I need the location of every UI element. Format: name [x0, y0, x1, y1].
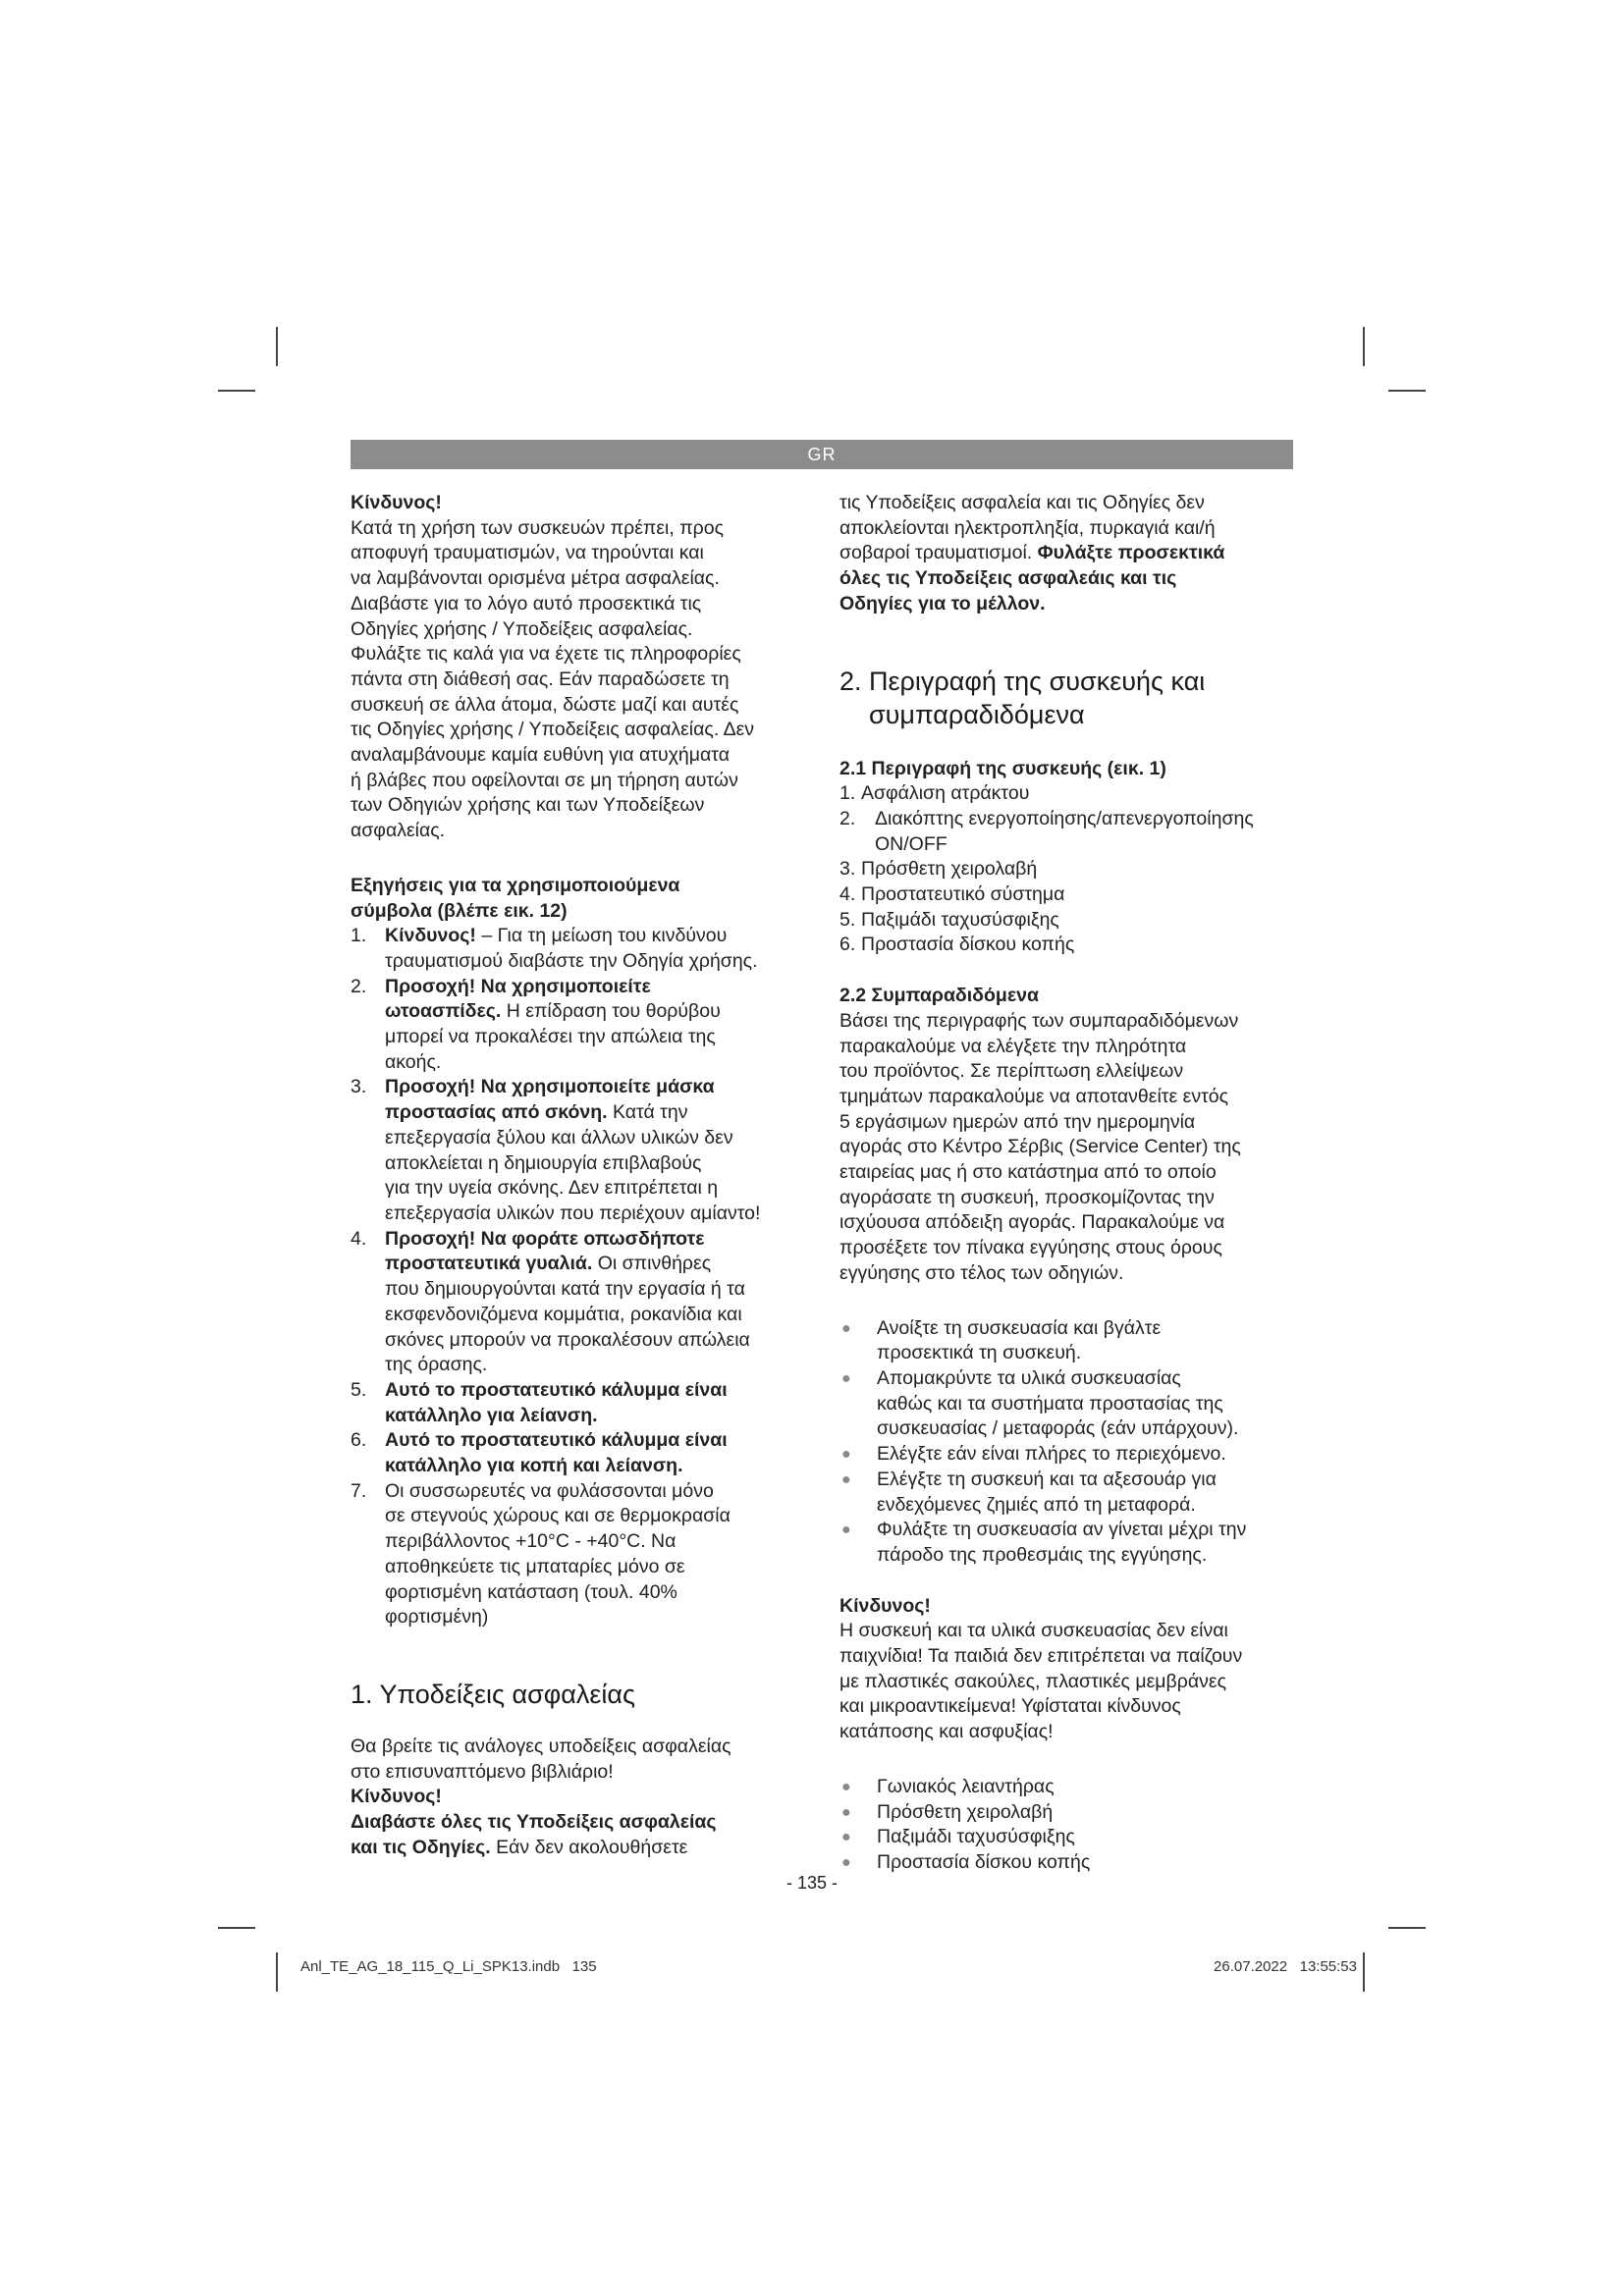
text: φορτισμένη)	[385, 1606, 489, 1629]
bold-text: όλες τις Υποδείξεις ασφαλεάις και τις	[839, 567, 1177, 590]
list-item	[839, 933, 1293, 958]
list-item	[839, 1468, 1293, 1518]
bold-text: Φυλάξτε προσεκτικά	[1032, 542, 1225, 564]
crop-mark	[218, 390, 255, 392]
list-item	[839, 1825, 1293, 1850]
text-line: Διαβάστε για το λόγο αυτό προσεκτικά τις	[351, 592, 702, 614]
bullet-icon: ●	[841, 1853, 851, 1871]
bullet-icon: ●	[841, 1778, 851, 1795]
left-column	[351, 491, 807, 1860]
crop-mark	[1388, 1927, 1426, 1929]
text-line: Βάσει της περιγραφής των συμπαραδιδόμενων	[839, 1009, 1239, 1032]
bullet-icon: ●	[841, 1522, 851, 1539]
bullet-icon: ●	[841, 1470, 851, 1488]
text: Ελέγξτε εάν είναι πλήρες το περιεχόμενο.	[877, 1443, 1226, 1466]
text: πάροδο της προθεσμάις της εγγύησης.	[877, 1543, 1208, 1566]
text-line: ισχύουσα απόδειξη αγοράς. Παρακαλούμε να	[839, 1211, 1225, 1234]
language-code: GR	[807, 445, 837, 464]
bold-text: προστασίας από σκόνη.	[385, 1101, 608, 1124]
text: Γωνιακός λειαντήρας	[877, 1775, 1055, 1797]
text-line: εγγύησης στο τέλος των οδηγιών.	[839, 1261, 1124, 1284]
text: ακοής.	[385, 1050, 442, 1073]
text: Εάν δεν ακολουθήσετε	[490, 1836, 688, 1858]
text: Φυλάξτε τη συσκευασία αν γίνεται μέχρι την	[877, 1519, 1247, 1541]
item-number: 1.	[839, 782, 856, 805]
bold-text: Οδηγίες για το μέλλον.	[839, 592, 1046, 614]
list-item	[351, 1378, 807, 1428]
list-item	[351, 1227, 807, 1378]
text-line: ή βλάβες που οφείλονται σε μη τήρηση αυτών	[351, 769, 738, 791]
text: Προστασία δίσκου κοπής	[877, 1850, 1091, 1873]
item-number: 4.	[351, 1227, 367, 1250]
text: ενδεχόμενες ζημιές από τη μεταφορά.	[877, 1493, 1196, 1516]
text: Παξιμάδι ταχυσύσφιξης	[877, 1826, 1075, 1848]
section-title-line: συμπαραδιδόμενα	[869, 699, 1085, 729]
item-number: 5.	[351, 1378, 367, 1401]
text: αποθηκεύετε τις μπαταρίες μόνο σε	[385, 1555, 685, 1577]
crop-mark	[1363, 1952, 1365, 1992]
text: μπορεί να προκαλέσει την απώλεια της	[385, 1026, 716, 1048]
bold-text: Προσοχή! Να φοράτε οπωσδήποτε	[385, 1227, 705, 1250]
list-item	[351, 1428, 807, 1478]
danger-title: Κίνδυνος!	[351, 492, 442, 513]
item-number: 3.	[839, 858, 856, 881]
text: Πρόσθετη χειρολαβή	[877, 1800, 1054, 1823]
parts-list	[839, 781, 1293, 958]
unpacking-list	[839, 1316, 1293, 1569]
list-item	[839, 781, 1293, 807]
text: Προστατευτικό σύστημα	[861, 883, 1065, 906]
text-line: Οδηγίες χρήσης / Υποδείξεις ασφαλείας.	[351, 617, 693, 640]
text: τραυματισμού διαβάστε την Οδηγία χρήσης.	[385, 949, 758, 972]
bold-text: Αυτό το προστατευτικό κάλυμμα είναι	[385, 1378, 728, 1401]
section-title	[839, 665, 1293, 731]
page-number: - 135 -	[785, 1873, 839, 1893]
text-line: και μικροαντικείμενα! Υφίσταται κίνδυνος	[839, 1695, 1181, 1718]
text: σοβαροί τραυματισμοί.	[839, 542, 1033, 564]
text-line: προσέξετε τον πίνακα εγγύησης στους όρους	[839, 1237, 1222, 1259]
right-column	[839, 491, 1293, 1876]
symbols-title: Εξηγήσεις για τα χρησιμοποιούμενα	[351, 874, 680, 896]
text: για την υγεία σκόνης. Δεν επιτρέπεται η	[385, 1177, 719, 1200]
text: καθώς και τα συστήματα προστασίας της	[877, 1392, 1223, 1415]
text: εκσφενδονιζόμενα κομμάτια, ροκανίδια και	[385, 1303, 742, 1325]
text-line: συσκευή σε άλλα άτομα, δώστε μαζί και αυτές	[351, 693, 739, 716]
list-item	[839, 1775, 1293, 1800]
list-item	[839, 882, 1293, 908]
text-line: Φυλάξτε τις καλά για να έχετε τις πληροφορίες	[351, 643, 741, 666]
bold-text: Διαβάστε όλες τις Υποδείξεις ασφαλείας	[351, 1811, 717, 1834]
bold-text: Προσοχή! Να χρησιμοποιείτε μάσκα	[385, 1076, 715, 1098]
list-item	[351, 924, 807, 974]
bold-text: Αυτό το προστατευτικό κάλυμμα είναι	[385, 1429, 728, 1452]
bullet-icon: ●	[841, 1319, 851, 1337]
crop-mark	[276, 327, 278, 366]
text-line: ασφαλείας.	[351, 820, 446, 842]
text-line: τις Οδηγίες χρήσης / Υποδείξεις ασφαλείας. Δεν	[351, 719, 755, 741]
text-line: τμημάτων παρακαλούμε να αποτανθείτε εντός	[839, 1085, 1229, 1107]
text: περιβάλλοντος +10°C - +40°C. Να	[385, 1530, 677, 1553]
text: αποκλείεται η δημιουργία επιβλαβούς	[385, 1151, 702, 1174]
list-item	[839, 857, 1293, 882]
crop-mark	[218, 1927, 255, 1929]
bold-text: Κίνδυνος!	[385, 925, 476, 947]
delivery-paragraph	[839, 1009, 1293, 1287]
language-header-band	[351, 440, 1293, 469]
text-line: τις Υποδείξεις ασφαλεία και τις Οδηγίες δεν	[839, 492, 1205, 513]
item-number: 5.	[839, 908, 856, 931]
text: Ελέγξτε τη συσκευή και τα αξεσουάρ για	[877, 1468, 1217, 1490]
delivery-items-list	[839, 1775, 1293, 1876]
text: Η επίδραση του θορύβου	[501, 1000, 721, 1023]
text: Προστασία δίσκου κοπής	[861, 934, 1075, 956]
list-item	[839, 1800, 1293, 1826]
text: προσεκτικά τη συσκευή.	[877, 1342, 1082, 1364]
text-line: κατάποσης και ασφυξίας!	[839, 1721, 1054, 1743]
text-line: 5 εργάσιμων ημερών από την ημερομηνία	[839, 1110, 1196, 1133]
bold-text: κατάλληλο για λείανση.	[385, 1404, 598, 1426]
bullet-icon: ●	[841, 1446, 851, 1464]
item-number: 1.	[351, 925, 367, 947]
text: Απομακρύντε τα υλικά συσκευασίας	[877, 1366, 1181, 1389]
text: της όρασης.	[385, 1354, 488, 1376]
crop-mark	[1388, 390, 1426, 392]
list-item	[839, 1366, 1293, 1442]
bold-text: κατάλληλο για κοπή και λείανση.	[385, 1455, 683, 1477]
text: συσκευασίας / μεταφοράς (εάν υπάρχουν).	[877, 1417, 1239, 1440]
item-number: 6.	[839, 934, 856, 956]
text-line: με πλαστικές σακούλες, πλαστικές μεμβράνες	[839, 1670, 1226, 1692]
danger-paragraph	[839, 1619, 1293, 1745]
text-line: στο επισυναπτόμενο βιβλιάριο!	[351, 1760, 614, 1783]
text-line: Η συσκευή και τα υλικά συσκευασίας δεν είναι	[839, 1620, 1228, 1642]
text: φορτισμένη κατάσταση (τουλ. 40%	[385, 1580, 677, 1603]
text: σκόνες μπορούν να προκαλέσουν απώλεια	[385, 1328, 750, 1351]
list-item	[839, 1316, 1293, 1366]
text: Οι σπινθήρες	[592, 1253, 712, 1275]
crop-mark	[276, 1952, 278, 1992]
text: Ανοίξτε τη συσκευασία και βγάλτε	[877, 1316, 1162, 1339]
text: Παξιμάδι ταχυσύσφιξης	[861, 908, 1059, 931]
text-line: παιχνίδια! Τα παιδιά δεν επιτρέπεται να παίζουν	[839, 1645, 1243, 1668]
list-item	[839, 908, 1293, 934]
text-line: αποκλείονται ηλεκτροπληξία, πυρκαγιά και/ή	[839, 516, 1216, 539]
text-line: Θα βρείτε τις ανάλογες υποδείξεις ασφαλείας	[351, 1735, 731, 1757]
item-number: 7.	[351, 1479, 367, 1502]
list-item	[351, 975, 807, 1076]
danger-title: Κίνδυνος!	[351, 1786, 442, 1808]
list-item	[351, 1479, 807, 1630]
list-item	[351, 1075, 807, 1226]
bold-text: προστατευτικά γυαλιά.	[385, 1253, 593, 1275]
text-line: Κατά τη χρήση των συσκευών πρέπει, προς	[351, 516, 724, 539]
bullet-icon: ●	[841, 1803, 851, 1821]
bold-text: ωτοασπίδες.	[385, 1000, 502, 1023]
text: Διακόπτης ενεργοποίησης/απενεργοποίησης	[875, 807, 1254, 829]
list-item	[839, 1518, 1293, 1568]
text: Πρόσθετη χειρολαβή	[861, 858, 1038, 881]
text: που δημιουργούνται κατά την εργασία ή τα	[385, 1278, 745, 1301]
text: Οι συσσωρευτές να φυλάσσονται μόνο	[385, 1479, 714, 1502]
file-info: Anl_TE_AG_18_115_Q_Li_SPK13.indb 135	[300, 1958, 597, 1975]
text-line: εταιρείας μας ή στο κατάστημα από το οποίο	[839, 1161, 1217, 1184]
text-line: πάντα στη διάθεσή σας. Εάν παραδώσετε τη	[351, 667, 730, 690]
text-line: των Οδηγιών χρήσης και των Υποδείξεων	[351, 794, 705, 817]
item-number: 4.	[839, 883, 856, 906]
symbols-list	[351, 924, 807, 1630]
list-item	[839, 1850, 1293, 1876]
list-item	[839, 807, 1293, 857]
crop-mark	[1363, 327, 1365, 366]
item-number: 2.	[839, 807, 856, 829]
text-line: αποφυγή τραυματισμών, να τηρούνται και	[351, 542, 704, 564]
text-line: αγοράσατε τη συσκευή, προσκομίζοντας την	[839, 1186, 1215, 1208]
section-title: 1. Υποδείξεις ασφαλείας	[351, 1679, 636, 1709]
danger-paragraph	[351, 516, 807, 844]
symbols-title: σύμβολα (βλέπε εικ. 12)	[351, 899, 568, 922]
subsection-title: 2.1 Περιγραφή της συσκευής (εικ. 1)	[839, 757, 1166, 779]
text: επεξεργασία ξύλου και άλλων υλικών δεν	[385, 1126, 733, 1148]
bullet-icon: ●	[841, 1369, 851, 1387]
bullet-icon: ●	[841, 1829, 851, 1846]
bold-text: Προσοχή! Να χρησιμοποιείτε	[385, 975, 651, 997]
text: επεξεργασία υλικών που περιέχουν αμίαντο!	[385, 1201, 761, 1224]
text-line: αγοράς στο Κέντρο Σέρβις (Service Center) της	[839, 1136, 1241, 1158]
text-line: να λαμβάνονται ορισμένα μέτρα ασφαλείας.	[351, 567, 720, 590]
text: σε στεγνούς χώρους και σε θερμοκρασία	[385, 1505, 731, 1527]
text-line: αναλαμβάνουμε καμία ευθύνη για ατυχήματα	[351, 744, 730, 767]
subsection-title: 2.2 Συμπαραδιδόμενα	[839, 985, 1039, 1007]
print-timestamp: 26.07.2022 13:55:53	[1214, 1958, 1357, 1975]
danger-title: Κίνδυνος!	[839, 1594, 931, 1617]
text-line: του προϊόντος. Σε περίπτωση ελλείψεων	[839, 1060, 1184, 1083]
item-number: 2.	[351, 975, 367, 997]
text: Ασφάλιση ατράκτου	[861, 782, 1030, 805]
section-title-line: 2. Περιγραφή της συσκευής και	[839, 666, 1206, 696]
bold-text: και τις Οδηγίες.	[351, 1836, 491, 1858]
text-line: παρακαλούμε να ελέγξετε την πληρότητα	[839, 1035, 1187, 1057]
text: Κατά την	[607, 1101, 688, 1124]
item-number: 3.	[351, 1076, 367, 1098]
list-item	[839, 1442, 1293, 1468]
text: – Για τη μείωση του κινδύνου	[475, 925, 728, 947]
text: ON/OFF	[875, 832, 947, 855]
item-number: 6.	[351, 1429, 367, 1452]
